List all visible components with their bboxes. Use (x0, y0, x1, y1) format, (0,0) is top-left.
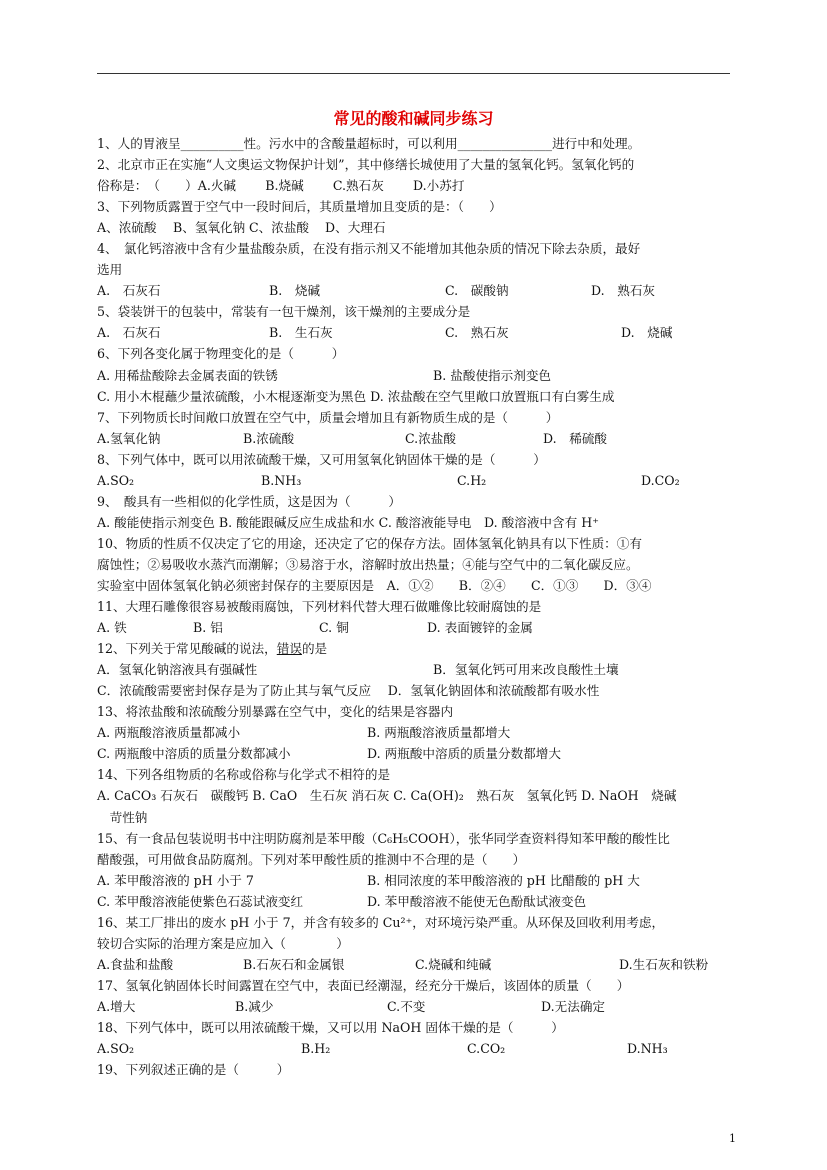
answer-option: A.食盐和盐酸 (97, 956, 174, 972)
text-line: A. 酸能使指示剂变色 B. 酸能跟碱反应生成盐和水 C. 酸溶液能导电 D. 酸溶液中含有 H⁺ (97, 514, 599, 530)
answer-option: B. 盐酸使指示剂变色 (433, 367, 552, 383)
answer-option: C.H₂ (457, 472, 487, 488)
text-line (97, 617, 742, 638)
answer-option: A. 两瓶酸溶液质量都减小 (97, 725, 241, 741)
text-line (97, 428, 742, 449)
answer-option: D. 两瓶酸中溶质的质量分数都增大 (367, 746, 561, 762)
text-line: 5、袋装饼干的包装中，常装有一包干燥剂，该干燥剂的主要成分是 (97, 304, 471, 320)
text-line: 较切合实际的治理方案是应加入（ ） (97, 935, 349, 951)
answer-option: D.NH₃ (627, 1041, 668, 1057)
text-line: 14、下列各组物质的名称或俗称与化学式不相符的是 (97, 767, 391, 783)
text-line: A. CaCO₃ 石灰石 碳酸钙 B. CaO 生石灰 消石灰 C. Ca(OH)₂ 熟石灰 氢氧化钙 D. NaOH 烧碱 (97, 788, 677, 804)
text-line: 苛性钠 (97, 809, 148, 825)
answer-option: B.减少 (235, 998, 274, 1014)
answer-option: A. 石灰石 (97, 325, 161, 341)
text-line (97, 1038, 742, 1059)
answer-option: C. 苯甲酸溶液能使紫色石蕊试液变红 (97, 893, 304, 909)
answer-option: A. 铁 (97, 620, 127, 636)
answer-option: B.H₂ (301, 1041, 331, 1057)
text-line (97, 470, 742, 491)
text-line: 6、下列各变化属于物理变化的是（ ） (97, 346, 345, 362)
answer-option: A. 石灰石 (97, 283, 161, 299)
answer-option: A.增大 (97, 998, 136, 1014)
text-line (97, 870, 742, 891)
answer-option: C. 碳酸钠 (445, 283, 509, 299)
text-line (97, 743, 742, 764)
text-line: 7、下列物质长时间敞口放置在空气中，质量会增加且有新物质生成的是（ ） (97, 409, 559, 425)
answer-option: C.CO₂ (467, 1041, 506, 1057)
text-line: 选用 (97, 262, 123, 278)
text-line (97, 954, 742, 975)
answer-option: C. 熟石灰 (445, 325, 509, 341)
answer-option: C.不变 (387, 998, 426, 1014)
text-line: 实验室中固体氢氧化钠必须密封保存的主要原因是 A．①② B．②④ C．①③ D．③④ (97, 577, 652, 593)
answer-option: B. 生石灰 (269, 325, 333, 341)
text-line: 腐蚀性；②易吸收水蒸汽而潮解；③易溶于水，溶解时放出热量；④能与空气中的二氧化碳反应。 (97, 556, 639, 572)
text-line: 醋酸强，可用做食品防腐剂。下列对苯甲酸性质的推测中不合理的是（ ） (97, 851, 526, 867)
text-line: 19、下列叙述正确的是（ ） (97, 1062, 290, 1078)
answer-option: A．氢氧化钠溶液具有强碱性 (97, 662, 258, 678)
question-list (97, 133, 742, 1080)
text-line: 1、人的胃液呈__________性。污水中的含酸量超标时，可以利用_______________进行中和处理。 (97, 136, 641, 151)
text-line (97, 217, 742, 238)
answer-option: B. 铝 (193, 620, 223, 636)
answer-option: B.浓硫酸 (243, 430, 295, 446)
text-line: 9、 酸具有一些相似的化学性质，这是因为（ ） (97, 493, 401, 509)
text-line: 17、氢氧化钠固体长时间露置在空气中，表面已经潮湿，经充分干燥后，该固体的质量（ ） (97, 977, 630, 993)
answer-option: A.SO₂ (97, 472, 135, 488)
answer-option: D.生石灰和铁粉 (619, 956, 709, 972)
text-line (97, 891, 742, 912)
answer-option: D.CO₂ (641, 472, 680, 488)
text-line (97, 722, 742, 743)
answer-option: C.浓盐酸 (405, 430, 456, 446)
answer-option: C. 铜 (319, 620, 349, 636)
text-line: 16、某工厂排出的废水 pH 小于 7，并含有较多的 Cu²⁺，对环境污染严重。从环保及回收利用考虑， (97, 914, 665, 930)
answer-option: B.NH₃ (261, 472, 302, 488)
answer-option: D. 稀硫酸 (543, 430, 608, 446)
text-line (97, 365, 742, 386)
text-line (97, 322, 742, 343)
text-line: 15、有一食品包装说明书中注明防腐剂是苯甲酸（C₆H₅COOH），张华同学查资料得知苯甲酸的酸性比 (97, 830, 670, 846)
answer-option: D.无法确定 (541, 998, 606, 1014)
answer-option: B.石灰石和金属银 (243, 956, 345, 972)
text-line: 18、下列气体中，既可以用浓硫酸干燥，又可以用 NaOH 固体干燥的是（ ） (97, 1019, 564, 1035)
underlined-text: 错误 (276, 641, 302, 657)
text-line: 2、北京市正在实施“人文奥运文物保护计划”，其中修缮长城使用了大量的氢氧化钙。氢氧化钙的 (97, 157, 635, 173)
answer-option: B. 烧碱 (269, 283, 321, 299)
answer-option: B. 相同浓度的苯甲酸溶液的 pH 比醋酸的 pH 大 (367, 872, 640, 888)
answer-option: D、大理石 (325, 220, 386, 236)
text-line: 8、下列气体中，既可以用浓硫酸干燥，又可用氢氧化钠固体干燥的是（ ） (97, 451, 546, 467)
header-rule (97, 73, 730, 74)
answer-option: C、浓盐酸 (249, 220, 310, 236)
text-line: 4、 氯化钙溶液中含有少量盐酸杂质，在没有指示剂又不能增加其他杂质的情况下除去杂质，最好 (97, 241, 641, 257)
text-line (97, 280, 742, 301)
text-line: 俗称是： （ ）A.火碱 B.烧碱 C.熟石灰 D.小苏打 (97, 178, 465, 194)
answer-option: D. 烧碱 (621, 325, 673, 341)
answer-option: D. 苯甲酸溶液不能使无色酚酞试液变色 (367, 893, 587, 909)
page-number: 1 (729, 1132, 736, 1145)
text-line (97, 996, 742, 1017)
answer-option: A. 苯甲酸溶液的 pH 小于 7 (97, 872, 254, 888)
answer-option: C. 两瓶酸中溶质的质量分数都减小 (97, 746, 291, 762)
answer-option: A.氢氧化钠 (97, 430, 161, 446)
answer-option: A. 用稀盐酸除去金属表面的铁锈 (97, 367, 278, 383)
answer-option: C.烧碱和纯碱 (415, 956, 492, 972)
answer-option: D. 熟石灰 (591, 283, 656, 299)
answer-option: A.SO₂ (97, 1041, 135, 1057)
text-line: 13、将浓盐酸和浓硫酸分别暴露在空气中，变化的结果是容器内 (97, 704, 454, 720)
text-line (97, 659, 742, 680)
page-title: 常见的酸和碱同步练习 (333, 109, 494, 128)
text-line: 3、下列物质露置于空气中一段时间后，其质量增加且变质的是：（ ） (97, 199, 502, 215)
text-line: C．浓硫酸需要密封保存是为了防止其与氧气反应 D．氢氧化钠固体和浓硫酸都有吸水性 (97, 683, 600, 699)
answer-option: B、氢氧化钠 (173, 220, 246, 236)
answer-option: B．氢氧化钙可用来改良酸性土壤 (433, 662, 619, 678)
text-line: C. 用小木棍蘸少量浓硫酸，小木棍逐渐变为黑色 D. 浓盐酸在空气里敞口放置瓶口有白雾生成 (97, 388, 615, 404)
answer-option: A、浓硫酸 (97, 220, 157, 236)
text-line: 12、下列关于常见酸碱的说法，错误的是 (97, 641, 328, 657)
text-line: 10、物质的性质不仅决定了它的用途，还决定了它的保存方法。固体氢氧化钠具有以下性质：①有 (97, 535, 642, 551)
answer-option: D. 表面镀锌的金属 (427, 620, 533, 636)
answer-option: B. 两瓶酸溶液质量都增大 (367, 725, 511, 741)
text-line: 11、大理石雕像很容易被酸雨腐蚀，下列材料代替大理石做雕像比较耐腐蚀的是 (97, 599, 542, 615)
